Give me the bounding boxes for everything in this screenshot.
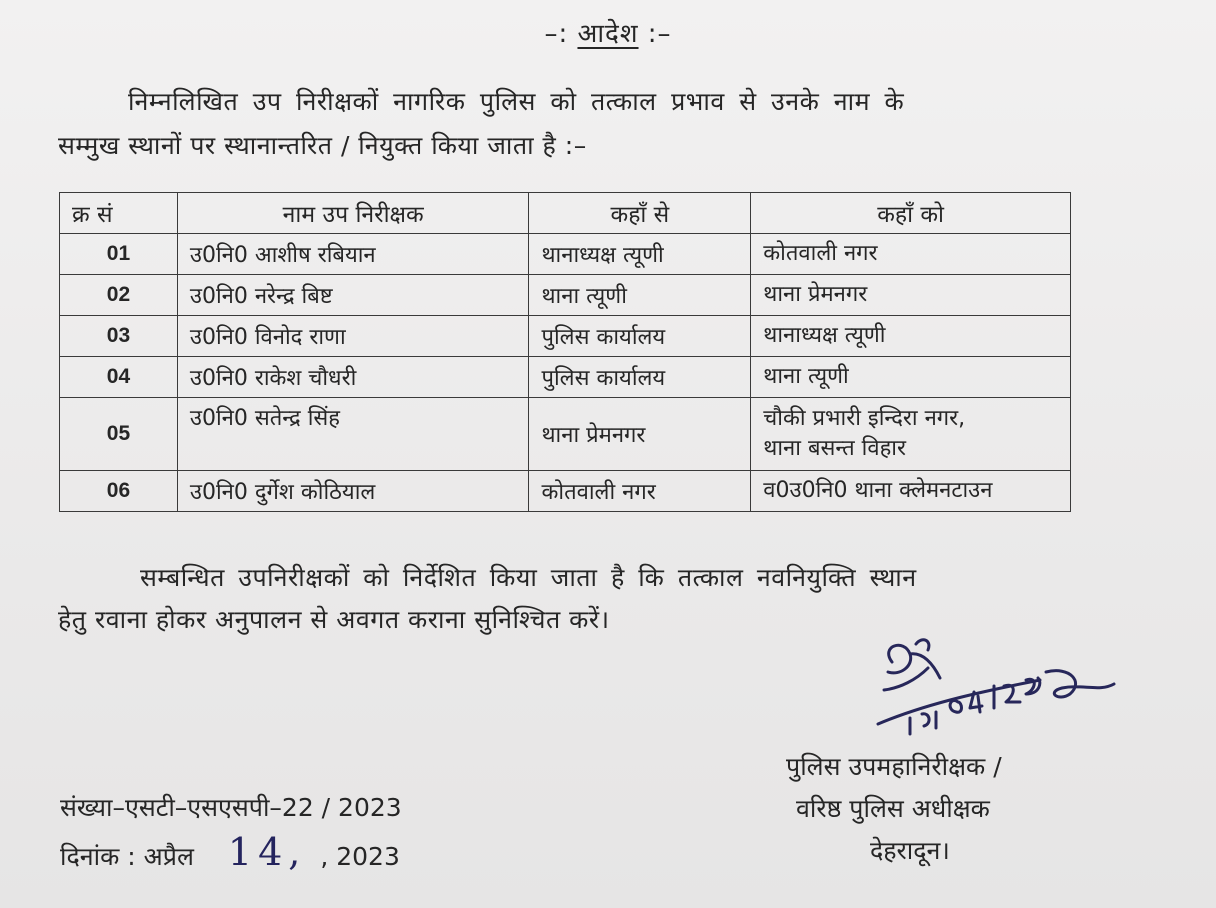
heading-suffix: :– <box>647 19 672 49</box>
reference-date <box>60 830 402 879</box>
header-name: नाम उप निरीक्षक <box>177 193 529 234</box>
handwritten-signature <box>870 632 1150 742</box>
table-row <box>60 398 1071 471</box>
signatory-line-2: वरिष्ठ पुलिस अधीक्षक <box>796 794 990 823</box>
row-to: थाना त्यूणी <box>751 357 1071 398</box>
row-name: उ0नि0 आशीष रबियान <box>177 234 529 275</box>
row-from: थाना त्यूणी <box>529 275 751 316</box>
intro-line-1: निम्नलिखित उप निरीक्षकों नागरिक पुलिस को तत्काल प्रभाव से उनके नाम के <box>128 87 905 116</box>
transfer-table <box>59 192 1071 512</box>
table-row <box>60 275 1071 316</box>
intro-line-2: सम्मुख स्थानों पर स्थानान्तरित / नियुक्त किया जाता है :– <box>58 131 587 160</box>
row-serial: 04 <box>60 357 178 398</box>
row-serial: 01 <box>60 234 178 275</box>
table-row <box>60 316 1071 357</box>
handwritten-day: 14, <box>227 830 307 874</box>
row-to: थानाध्यक्ष त्यूणी <box>751 316 1071 357</box>
table-header-row <box>60 193 1071 234</box>
instruction-line-1: सम्बन्धित उपनिरीक्षकों को निर्देशित किया जाता है कि तत्काल नवनियुक्ति स्थान <box>140 563 917 592</box>
row-name: उ0नि0 विनोद राणा <box>177 316 529 357</box>
row-serial: 03 <box>60 316 178 357</box>
header-from: कहाँ से <box>529 193 751 234</box>
table-row <box>60 234 1071 275</box>
header-to: कहाँ को <box>751 193 1071 234</box>
signatory-line-3: देहरादून। <box>870 836 950 865</box>
row-to: व0उ0नि0 थाना क्लेमनटाउन <box>751 471 1071 512</box>
row-from: पुलिस कार्यालय <box>529 316 751 357</box>
heading-prefix: –: <box>544 19 569 49</box>
row-serial: 05 <box>60 398 178 471</box>
reference-block <box>60 786 402 879</box>
row-name: उ0नि0 नरेन्द्र बिष्ट <box>177 275 529 316</box>
date-year: , 2023 <box>320 842 400 871</box>
table-row <box>60 471 1071 512</box>
row-from: पुलिस कार्यालय <box>529 357 751 398</box>
row-to: थाना प्रेमनगर <box>751 275 1071 316</box>
row-serial: 06 <box>60 471 178 512</box>
row-name: उ0नि0 राकेश चौधरी <box>177 357 529 398</box>
signatory-block <box>786 746 1002 872</box>
table-row <box>60 357 1071 398</box>
date-label: दिनांक : अप्रैल <box>60 842 194 871</box>
signatory-line-1: पुलिस उपमहानिरीक्षक / <box>786 752 1002 781</box>
row-to <box>751 398 1071 471</box>
row-to: कोतवाली नगर <box>751 234 1071 275</box>
instruction-line-2: हेतु रवाना होकर अनुपालन से अवगत कराना सुनिश्चित करें। <box>58 605 610 634</box>
reference-number: संख्या–एसटी–एसएसपी–22 / 2023 <box>60 793 402 822</box>
row-to-line-1: चौकी प्रभारी इन्दिरा नगर, <box>763 406 966 431</box>
header-serial: क्र सं <box>60 193 178 234</box>
row-from: कोतवाली नगर <box>529 471 751 512</box>
row-from: थाना प्रेमनगर <box>529 398 751 471</box>
order-heading <box>0 14 1216 50</box>
row-name: उ0नि0 दुर्गेश कोठियाल <box>177 471 529 512</box>
row-to-line-2: थाना बसन्त विहार <box>763 436 906 461</box>
row-from: थानाध्यक्ष त्यूणी <box>529 234 751 275</box>
row-name: उ0नि0 सतेन्द्र सिंह <box>177 398 529 471</box>
row-serial: 02 <box>60 275 178 316</box>
heading-title: आदेश <box>577 19 639 49</box>
